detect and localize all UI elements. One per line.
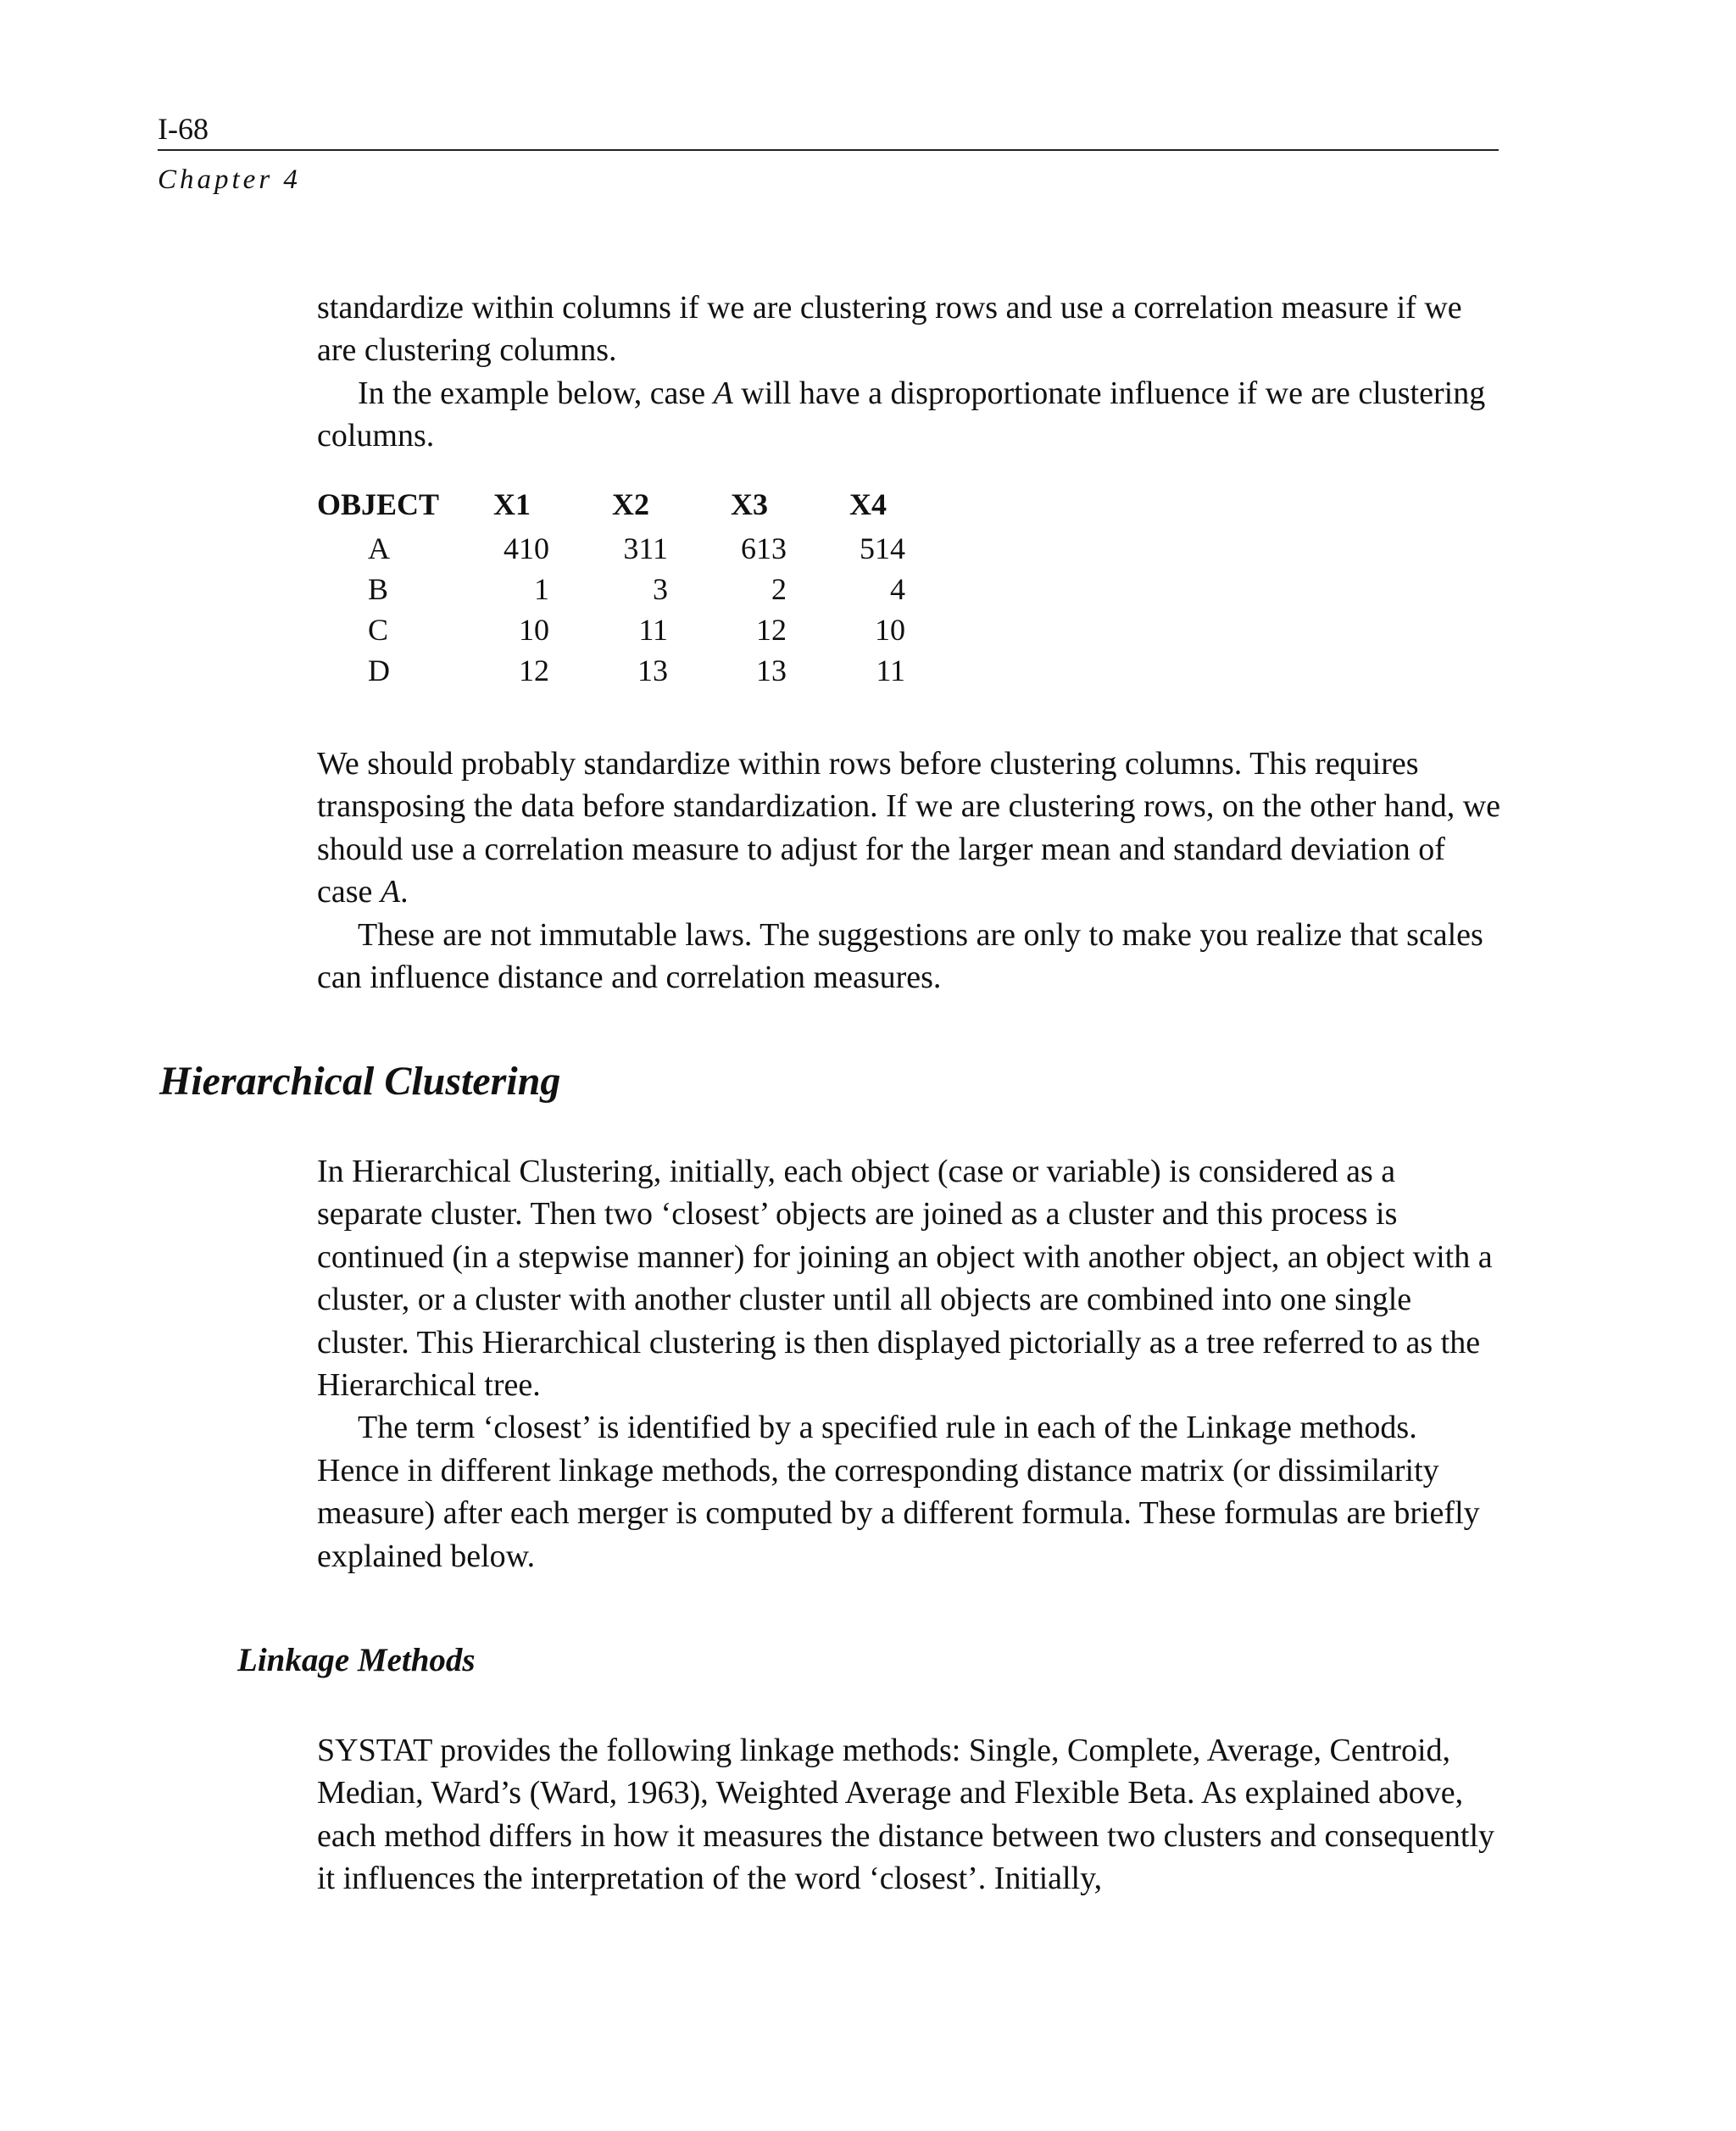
table-header-x4: X4 (849, 487, 887, 521)
table-cell: 311 (623, 531, 668, 565)
table-cell-object: A (368, 531, 390, 565)
table-row (317, 531, 938, 571)
after-table-paragraph-2: These are not immutable laws. The suggestions are only to make you realize that scales can influence distance and correlation measures. (317, 916, 1483, 996)
table-cell: 12 (519, 654, 549, 687)
table-cell: 514 (860, 531, 905, 565)
after-p1-after: . (400, 874, 409, 910)
subsection-heading: Linkage Methods (237, 1642, 476, 1678)
table-cell-object: D (368, 654, 390, 687)
section-paragraph-1: In Hierarchical Clustering, initially, each object (case or variable) is considered as a separate cluster. Then two ‘closest’ objects are joined as a cluster and this process is continued (in a stepwise manner) for joining an object with another object, an object with a cluster, or a cluster with another cluster until all objects are combined into one single cluster. This Hierarchical clustering is then displayed pictorially as a tree referred to as the Hierarchical tree. (317, 1154, 1493, 1404)
table-cell: 1 (534, 572, 549, 606)
table-cell: 613 (741, 531, 787, 565)
intro-p2-after: will have a disproportionate influence if we are clustering columns. (317, 375, 1486, 454)
intro-paragraph-2 (317, 372, 1504, 458)
table-cell: 2 (771, 572, 787, 606)
chapter-label: Chapter 4 (158, 164, 301, 195)
table-header-x2: X2 (612, 487, 649, 521)
table-cell: 4 (890, 572, 905, 606)
intro-p2-case: A (713, 375, 733, 411)
table-row (317, 612, 938, 653)
table-cell: 13 (756, 654, 787, 687)
section-text (317, 1150, 1504, 1577)
after-table-text (317, 743, 1504, 999)
after-p1-case: A (380, 874, 401, 910)
table-cell: 10 (519, 613, 549, 647)
page-number: I-68 (158, 112, 209, 146)
section-paragraph-2: The term ‘closest’ is identified by a specified rule in each of the Linkage methods. Hence in different linkage methods, the corresponding distance matrix (or dissimilarity measure) after each merger is computed by a different formula. These formulas are briefly explained below. (317, 1410, 1480, 1574)
table-cell-object: C (368, 613, 389, 647)
table-cell: 410 (504, 531, 549, 565)
example-table (317, 487, 938, 693)
table-header-x3: X3 (731, 487, 768, 521)
intro-text (317, 287, 1504, 458)
table-row (317, 653, 938, 693)
intro-paragraph-1: standardize within columns if we are clustering rows and use a correlation measure if we are clustering columns. (317, 290, 1462, 369)
after-table-paragraph-1 (317, 743, 1504, 914)
table-header-x1: X1 (493, 487, 531, 521)
section-heading: Hierarchical Clustering (159, 1059, 561, 1104)
table-header-row (317, 487, 938, 531)
after-p1-before: We should probably standardize within rows before clustering columns. This requires transposing the data before standardization. If we are clustering rows, on the other hand, we should use a correlation measure to adjust for the larger mean and standard deviation of case (317, 746, 1501, 910)
table-cell: 13 (637, 654, 668, 687)
table-header-object: OBJECT (317, 487, 440, 521)
table-cell: 11 (876, 654, 905, 687)
subsection-text (317, 1729, 1504, 1900)
table-cell: 10 (875, 613, 905, 647)
intro-p2-before: In the example below, case (358, 375, 714, 411)
table-cell-object: B (368, 572, 389, 606)
table-cell: 3 (653, 572, 668, 606)
subsection-paragraph-1: SYSTAT provides the following linkage methods: Single, Complete, Average, Centroid, Median, Ward’s (Ward, 1963), Weighted Average and Flexible Beta. As explained above, each method differs in how it measures the distance between two clusters and consequently it influences the interpretation of the word ‘closest’. Initially, (317, 1733, 1495, 1897)
header-rule (158, 149, 1499, 151)
table-row (317, 571, 938, 612)
table-cell: 11 (638, 613, 668, 647)
table-cell: 12 (756, 613, 787, 647)
